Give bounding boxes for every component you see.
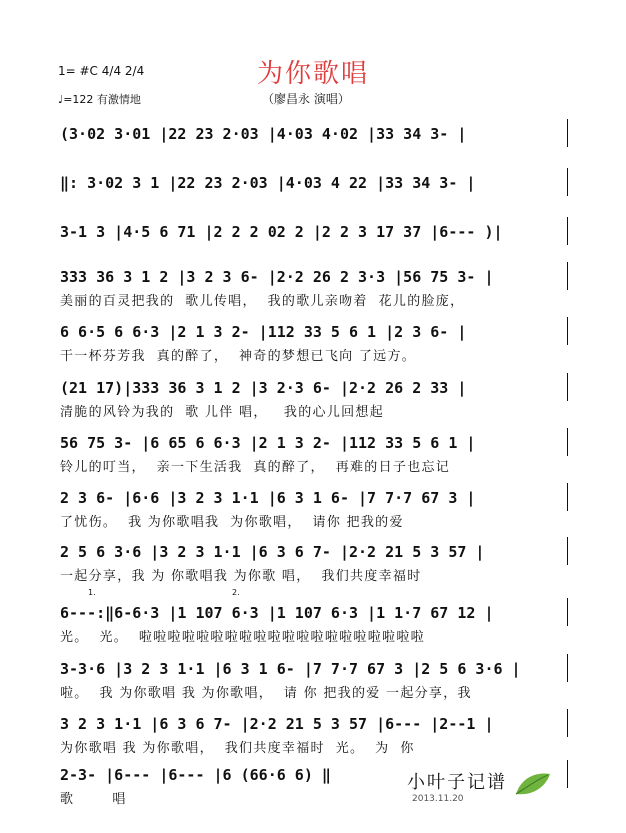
notation-line: 333 36 3 1 2 |3 2 3 6- |2·2 26 2 3·3 |56 75 3- | [60, 268, 494, 286]
notation-line: 2-3- |6--- |6--- |6 (66·6 6) ‖ [60, 766, 331, 784]
lyric-line: 干一杯芬芳我 真的醉了， 神奇的梦想已飞向 了远方。 [60, 349, 417, 364]
barline [567, 654, 568, 682]
barline [567, 483, 568, 511]
barline [567, 537, 568, 565]
barline [567, 217, 568, 245]
notation-line: 3-1 3 |4·5 6 71 |2 2 2 02 2 |2 2 3 17 37 |6--- )| [60, 223, 503, 241]
lyric-line: 为你歌唱 我 为你歌唱， 我们共度幸福时 光。 为 你 [60, 741, 415, 756]
footer-date: 2013.11.20 [412, 794, 464, 804]
song-title: 为你歌唱 [256, 59, 369, 89]
notation-line: (21 17)|333 36 3 1 2 |3 2·3 6- |2·2 26 2 33 | [60, 379, 467, 397]
volta-first-ending: 1. [88, 588, 96, 597]
barline [567, 373, 568, 401]
lyric-line: 一起分享，我 为 你歌唱我 为你歌 唱， 我们共度幸福时 [60, 569, 422, 584]
barline [567, 428, 568, 456]
notation-line: 6---:‖6-6·3 |1 107 6·3 |1 107 6·3 |1 1·7 67 12 | [60, 604, 494, 622]
leaf-icon [512, 770, 552, 798]
lyric-line: 了忧伤。 我 为你歌唱我 为你歌唱， 请你 把我的爱 [60, 515, 404, 530]
notation-line: 2 5 6 3·6 |3 2 3 1·1 |6 3 6 7- |2·2 21 5 3 57 | [60, 543, 485, 561]
lyric-line: 美丽的百灵把我的 歌儿传唱， 我的歌儿亲吻着 花儿的脸庞， [60, 294, 465, 309]
barline [567, 709, 568, 737]
notation-line: ‖: 3·02 3 1 |22 23 2·03 |4·03 4 22 |33 34 3- | [60, 174, 476, 192]
notation-line: 2 3 6- |6·6 |3 2 3 1·1 |6 3 1 6- |7 7·7 67 3 | [60, 489, 476, 507]
barline [567, 317, 568, 345]
barline [567, 598, 568, 626]
notation-line: 3-3·6 |3 2 3 1·1 |6 3 1 6- |7 7·7 67 3 |2 5 6 3·6 | [60, 660, 521, 678]
notation-line: 56 75 3- |6 65 6 6·3 |2 1 3 2- |112 33 5 6 1 | [60, 434, 476, 452]
key-signature: 1= #C [58, 64, 98, 78]
lyric-line: 铃儿的叮当， 亲一下生活我 真的醉了， 再难的日子也忘记 [60, 460, 451, 475]
lyric-line: 光。 光。 啦啦啦啦啦啦啦啦啦啦啦啦啦啦啦啦啦啦啦啦 [60, 630, 425, 645]
barline [567, 262, 568, 290]
lyric-line: 清脆的风铃为我的 歌 儿伴 唱， 我的心儿回想起 [60, 405, 385, 420]
volta-second-ending: 2. [232, 588, 240, 597]
time-signatures: 4/4 2/4 [101, 64, 145, 78]
notation-line: 6 6·5 6 6·3 |2 1 3 2- |112 33 5 6 1 |2 3 6- | [60, 323, 467, 341]
lyric-line: 歌 唱 [60, 792, 127, 807]
notation-line: 3 2 3 1·1 |6 3 6 7- |2·2 21 5 3 57 |6--- |2--1 | [60, 715, 494, 733]
transcriber-signature: 小叶子记谱 [407, 772, 507, 793]
singer-credit: （廖昌永 演唱） [262, 92, 350, 106]
barline [567, 168, 568, 196]
lyric-line: 啦。 我 为你歌唱 我 为你歌唱， 请 你 把我的爱 一起分享，我 [60, 686, 472, 701]
barline [567, 760, 568, 788]
barline [567, 119, 568, 147]
tempo-marking: ♩=122 有激情地 [58, 93, 141, 106]
notation-line: (3·02 3·01 |22 23 2·03 |4·03 4·02 |33 34 3- | [60, 125, 467, 143]
